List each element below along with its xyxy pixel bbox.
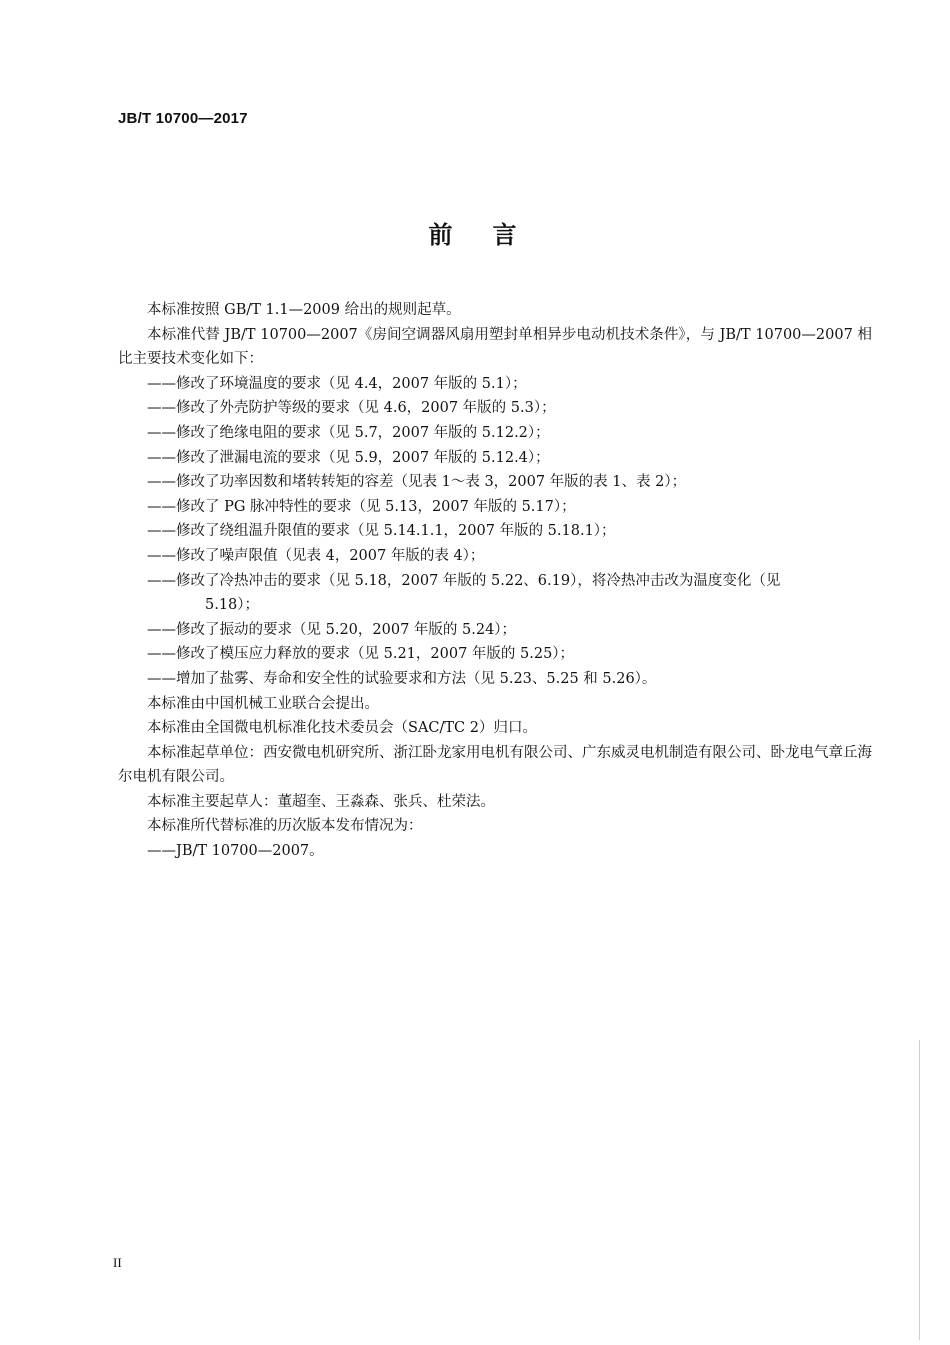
paragraph: 本标准按照 GB/T 1.1—2009 给出的规则起草。 xyxy=(147,302,461,318)
paragraph: 本标准代替 JB/T 10700—2007《房间空调器风扇用塑封单相异步电动机技术条件》，与 JB/T 10700—2007 相比主要技术变化如下： xyxy=(118,326,872,368)
list-item-continuation: 5.18）； xyxy=(205,597,260,614)
list-item: ——修改了泄漏电流的要求（见 5.9，2007 年版的 5.12.4）； xyxy=(147,449,550,466)
scan-edge-line xyxy=(919,1040,920,1340)
list-item: ——修改了噪声限值（见表 4，2007 年版的表 4）； xyxy=(147,547,485,564)
page-title: 前言 xyxy=(428,221,557,249)
paragraph: 本标准由中国机械工业联合会提出。 xyxy=(147,695,379,712)
paragraph: 本标准所代替标准的历次版本发布情况为： xyxy=(147,818,423,835)
list-item: ——JB/T 10700—2007。 xyxy=(147,843,324,860)
list-item: ——修改了模压应力释放的要求（见 5.21，2007 年版的 5.25）； xyxy=(147,646,575,663)
list-item: ——增加了盐雾、寿命和安全性的试验要求和方法（见 5.23、5.25 和 5.26）。 xyxy=(147,670,657,687)
document-code: JB/T 10700—2017 xyxy=(118,110,248,127)
list-item: ——修改了冷热冲击的要求（见 5.18，2007 年版的 5.22、6.19），将冷热冲击改为温度变化（见 xyxy=(147,572,781,589)
list-item: ——修改了环境温度的要求（见 4.4，2007 年版的 5.1）； xyxy=(147,375,527,392)
paragraph: 本标准由全国微电机标准化技术委员会（SAC/TC 2）归口。 xyxy=(147,720,537,737)
list-item: ——修改了功率因数和堵转转矩的容差（见表 1～表 3，2007 年版的表 1、表 2）； xyxy=(147,474,687,491)
page-number: II xyxy=(113,1255,122,1270)
list-item: ——修改了绕组温升限值的要求（见 5.14.1.1，2007 年版的 5.18.1）； xyxy=(147,523,616,540)
paragraph: 本标准主要起草人：董超奎、王淼森、张兵、杜荣法。 xyxy=(147,793,495,810)
list-item: ——修改了振动的要求（见 5.20，2007 年版的 5.24）； xyxy=(147,621,517,638)
document-body xyxy=(118,298,872,864)
list-item: ——修改了绝缘电阻的要求（见 5.7，2007 年版的 5.12.2）； xyxy=(147,424,550,441)
list-item: ——修改了 PG 脉冲特性的要求（见 5.13，2007 年版的 5.17）； xyxy=(147,498,576,515)
list-item: ——修改了外壳防护等级的要求（见 4.6，2007 年版的 5.3）； xyxy=(147,400,556,417)
paragraph: 本标准起草单位：西安微电机研究所、浙江卧龙家用电机有限公司、广东威灵电机制造有限公司、卧龙电气章丘海尔电机有限公司。 xyxy=(118,744,872,786)
